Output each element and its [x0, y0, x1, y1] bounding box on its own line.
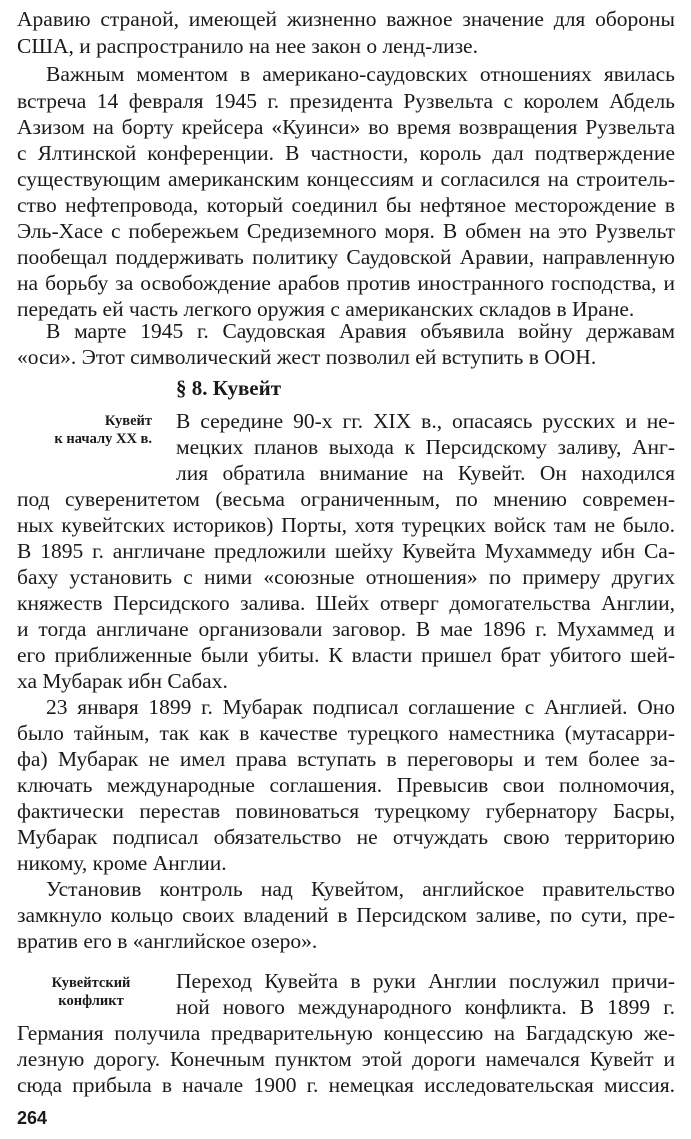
text-line: и тогда англичане организовали заговор. В мае 1896 г. Мухаммед и: [17, 617, 675, 641]
text-line: было тайным, так как в качестве турецкого наместника (мутасарри-: [17, 721, 675, 745]
text-line: сюда прибыла в начале 1900 г. немецкая исследовательская миссия.: [17, 1073, 675, 1097]
text-line: ных кувейтских историков) Порты, хотя турецких войск там не было.: [17, 513, 675, 537]
text-line: Переход Кувейта в руки Англии послужил причи-: [176, 969, 675, 993]
text-line: ключать международные соглашения. Превысив свои полномочия,: [17, 773, 675, 797]
text-line: Германия получила предварительную концессию на Багдадскую же-: [17, 1021, 675, 1045]
text-line: передать ей часть легкого оружия с американских складов в Иране.: [17, 297, 635, 321]
text-line: В 1895 г. англичане предложили шейху Кувейта Мухаммеду ибн Са-: [17, 539, 675, 563]
text-line: баху установить с ними «союзные отношения» по примеру других: [17, 565, 675, 589]
page-number: 264: [17, 1108, 48, 1128]
text-line: 23 января 1899 г. Мубарак подписал соглашение с Англией. Оно: [46, 695, 675, 719]
text-line: В середине 90-х гг. XIX в., опасаясь русских и не-: [176, 409, 675, 433]
text-line: мецких планов выхода к Персидскому заливу, Анг-: [176, 435, 675, 459]
text-line: вратив его в «английское озеро».: [17, 929, 318, 953]
text-line: под суверенитетом (весьма ограниченным, по мнению современ-: [17, 487, 675, 511]
text-line: с Ялтинской конференции. В частности, король дал подтверждение: [17, 141, 675, 165]
margin-note-line: Кувейтский: [51, 975, 131, 991]
text-line: ной нового международного конфликта. В 1899 г.: [176, 995, 675, 1019]
text-line: пообещал поддерживать политику Саудовской Аравии, направленную: [17, 245, 675, 269]
margin-note-kuwait-conflict: [30, 974, 152, 1010]
margin-note-kuwait-early: [40, 412, 152, 448]
text-line: фактически перестав повиноваться турецкому губернатору Басры,: [17, 799, 675, 823]
text-line: княжеств Персидского залива. Шейх отверг домогательства Англии,: [17, 591, 675, 615]
margin-note-line: конфликт: [58, 993, 124, 1009]
text-line: «оси». Этот символический жест позволил ей вступить в ООН.: [17, 345, 597, 369]
text-line: Азизом на борту крейсера «Куинси» во время возвращения Рузвельта: [17, 115, 675, 139]
text-line: лезную дорогу. Конечным пунктом этой дороги намечался Кувейт и: [17, 1047, 675, 1071]
text-line: Мубарак подписал обязательство не отчуждать свою территорию: [17, 825, 675, 849]
text-line: замкнуло кольцо своих владений в Персидском заливе, по сути, пре-: [17, 903, 675, 927]
text-line: Аравию страной, имеющей жизненно важное значение для обороны: [17, 7, 675, 31]
text-line: Важным моментом в американо-саудовских отношениях явилась: [46, 62, 675, 86]
text-line: Эль-Хасе с побережьем Средиземного моря. В обмен на это Рузвельт: [17, 219, 675, 243]
text-line: его приближенные были убиты. К власти пришел брат убитого шей-: [17, 643, 675, 667]
text-line: ха Мубарак ибн Сабах.: [17, 669, 228, 693]
margin-note-line: к началу XX в.: [54, 431, 152, 447]
text-line: фа) Мубарак не имел права вступать в переговоры и тем более за-: [17, 747, 675, 771]
text-line: В марте 1945 г. Саудовская Аравия объявила войну державам: [46, 319, 675, 343]
text-line: Установив контроль над Кувейтом, английское правительство: [46, 877, 675, 901]
text-line: существующим американским концессиям и согласился на строитель-: [17, 167, 675, 191]
text-line: никому, кроме Англии.: [17, 851, 227, 875]
section-heading: § 8. Кувейт: [176, 376, 282, 400]
text-line: на борьбу за освобождение арабов против иностранного господства, и: [17, 271, 675, 295]
text-line: встреча 14 февраля 1945 г. президента Рузвельта с королем Абдель: [17, 89, 675, 113]
text-line: ство нефтепровода, который соединил бы нефтяное месторождение в: [17, 193, 675, 217]
text-line: лия обратила внимание на Кувейт. Он находился: [176, 461, 675, 485]
text-line: США, и распространило на нее закон о ленд-лизе.: [17, 34, 478, 58]
margin-note-line: Кувейт: [104, 413, 152, 429]
